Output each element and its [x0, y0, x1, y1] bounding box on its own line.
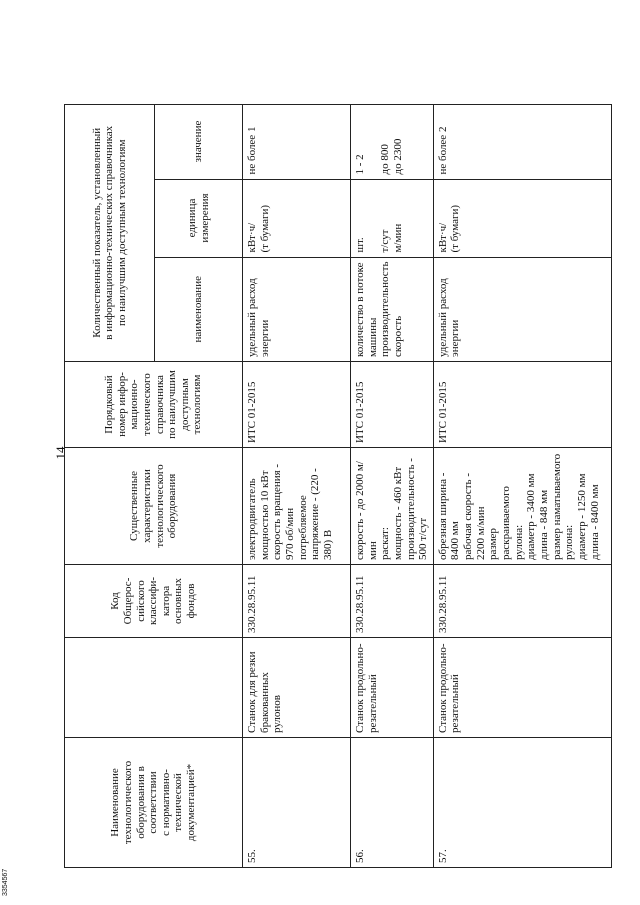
- equipment-name: Станок продольно- резательный: [351, 638, 434, 738]
- page-number: 14: [53, 446, 68, 460]
- reference-number: ИТС 01-2015: [351, 362, 434, 448]
- header-equipment-name: Наименование технологического оборудования в соответствии с нормативно-технической документацией*: [65, 738, 243, 868]
- okof-code: 330.28.95.11: [351, 565, 434, 638]
- header-unit: единица измерения: [155, 179, 243, 257]
- unit: кВт·ч/ (т бумаги): [433, 179, 611, 257]
- equipment-name: Станок для резки бракованных рулонов: [243, 638, 351, 738]
- header-reference-number: Порядковый номер инфор- мационно- технического справочника по наилучшим доступным технологиям: [65, 362, 243, 448]
- characteristics: скорость - до 2000 м/мин раскат: мощность - 460 кВт производительность - 500 т/сут: [351, 448, 434, 565]
- value: не более 2: [433, 104, 611, 179]
- row-number: 57.: [433, 738, 611, 868]
- okof-code: 330.28.95.11: [243, 565, 351, 638]
- document-id: 3354567: [2, 868, 9, 896]
- header-value: значение: [155, 104, 243, 179]
- okof-code: 330.28.95.11: [433, 565, 611, 638]
- rotated-page: [46, 38, 624, 868]
- indicator-name: удельный расход энергии: [243, 257, 351, 361]
- row-number: 56.: [351, 738, 434, 868]
- table-row: [243, 104, 351, 867]
- header-quantitative-indicator: Количественный показатель, установленный в информационно-технических справочниках по наилучшим доступным технологиям: [65, 104, 155, 361]
- table-row: [433, 104, 611, 867]
- characteristics: обрезная ширина - 8400 мм рабочая скорость - 2200 м/мин размер раскраиваемого рулона: диаметр - 3400 мм длина - 848 мм размер наматываемого рулона: диаметр - 1250 мм длина - 8400 мм: [433, 448, 611, 565]
- header-empty: [65, 638, 243, 738]
- value: 1 - 2 до 800 до 2300: [351, 104, 434, 179]
- row-number: 55.: [243, 738, 351, 868]
- unit: кВт·ч/ (т бумаги): [243, 179, 351, 257]
- reference-number: ИТС 01-2015: [433, 362, 611, 448]
- reference-number: ИТС 01-2015: [243, 362, 351, 448]
- indicator-name: удельный расход энергии: [433, 257, 611, 361]
- header-okof-code: Код Общерос- сийского классифи- катора основных фондов: [65, 565, 243, 638]
- header-characteristics: Существенные характеристики технологического оборудования: [65, 448, 243, 565]
- header-indicator-name: наименование: [155, 257, 243, 361]
- table-row: [351, 104, 434, 867]
- unit: шт. т/сут м/мин: [351, 179, 434, 257]
- indicator-name: количество в потоке машины производительность скорость: [351, 257, 434, 361]
- equipment-name: Станок продольно- резательный: [433, 638, 611, 738]
- equipment-table: [64, 104, 612, 868]
- document-id-wrapper: [2, 856, 14, 896]
- value: не более 1: [243, 104, 351, 179]
- characteristics: электродвигатель мощностью 10 кВт скорость вращения - 970 об/мин потребляемое напряжение - (220 - 380) В: [243, 448, 351, 565]
